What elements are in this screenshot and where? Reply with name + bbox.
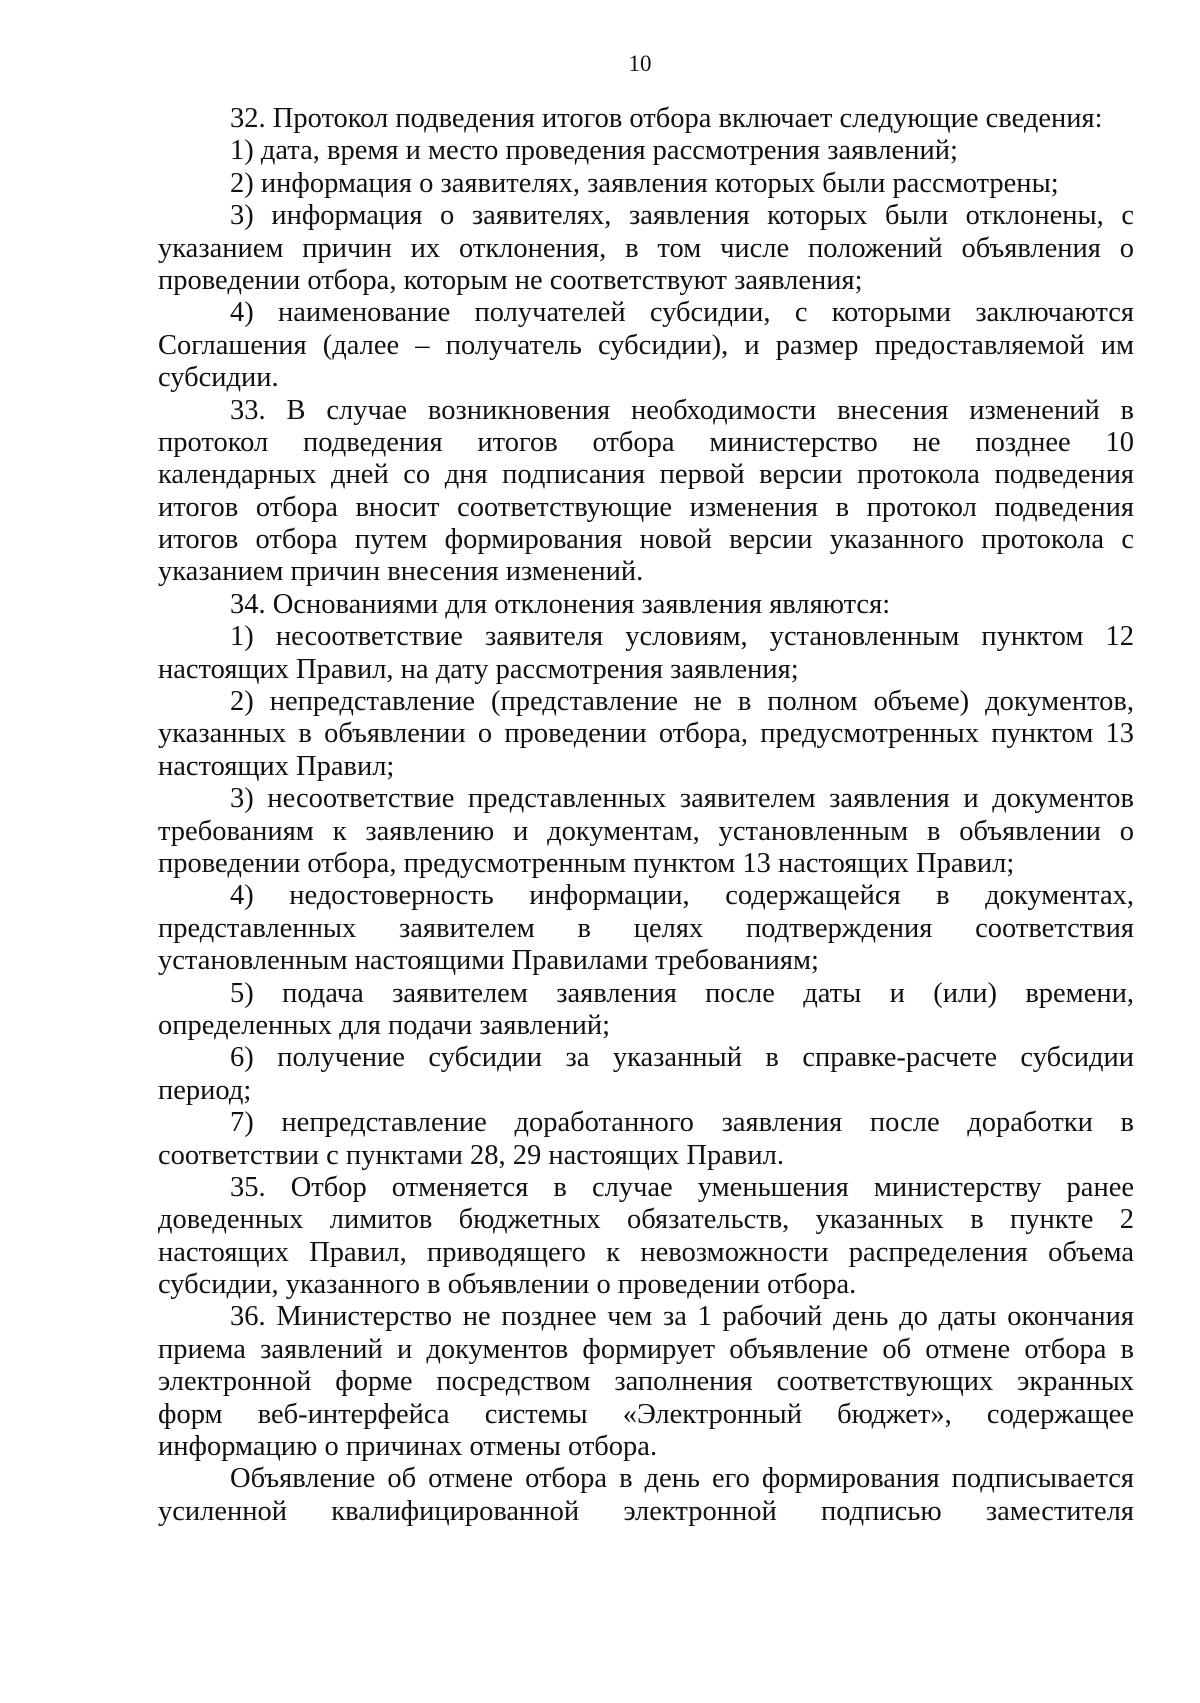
text-line: 4) наименование получателей субсидии, с которыми заключаются bbox=[230, 297, 1134, 329]
text-line: период; bbox=[158, 1074, 252, 1106]
text-line: 33. В случае возникновения необходимости внесения изменений в bbox=[230, 394, 1134, 426]
paragraph bbox=[158, 135, 1134, 167]
paragraph bbox=[158, 395, 1134, 589]
text-line: настоящих Правил, на дату рассмотрения заявления; bbox=[158, 653, 799, 685]
text-line: Соглашения (далее – получатель субсидии), и размер предоставляемой им bbox=[158, 329, 1134, 361]
text-line: 34. Основаниями для отклонения заявления являются: bbox=[230, 588, 891, 620]
text-line: настоящих Правил; bbox=[158, 750, 395, 782]
text-line: определенных для подачи заявлений; bbox=[158, 1009, 611, 1041]
text-line: требованиям к заявлению и документам, установленным в объявлении о bbox=[158, 815, 1134, 847]
text-line: 36. Министерство не позднее чем за 1 рабочий день до даты окончания bbox=[230, 1301, 1134, 1333]
paragraph bbox=[158, 589, 1134, 621]
text-line: 35. Отбор отменяется в случае уменьшения министерству ранее bbox=[230, 1171, 1134, 1203]
text-line: субсидии, указанного в объявлении о проведении отбора. bbox=[158, 1269, 857, 1301]
paragraph bbox=[158, 200, 1134, 297]
text-line: форм веб-интерфейса системы «Электронный бюджет», содержащее bbox=[158, 1398, 1134, 1430]
page-number: 10 bbox=[628, 51, 652, 76]
text-line: календарных дней со дня подписания первой версии протокола подведения bbox=[158, 459, 1134, 491]
paragraph bbox=[158, 621, 1134, 686]
text-line: итогов отбора вносит соответствующие изменения в протокол подведения bbox=[158, 491, 1134, 523]
text-line: усиленной квалифицированной электронной подписью заместителя bbox=[158, 1495, 1134, 1527]
text-line: 4) недостоверность информации, содержащейся в документах, bbox=[230, 880, 1134, 912]
text-line: настоящих Правил, приводящего к невозможности распределения объема bbox=[158, 1236, 1134, 1268]
paragraph bbox=[158, 686, 1134, 783]
document-body bbox=[158, 103, 1134, 1528]
paragraph bbox=[158, 1042, 1134, 1107]
text-line: доведенных лимитов бюджетных обязательств, указанных в пункте 2 bbox=[158, 1204, 1134, 1236]
text-line: приема заявлений и документов формирует объявление об отмене отбора в bbox=[158, 1333, 1134, 1365]
text-line: проведении отбора, предусмотренным пунктом 13 настоящих Правил; bbox=[158, 847, 1015, 879]
text-line: 32. Протокол подведения итогов отбора включает следующие сведения: bbox=[230, 103, 1103, 134]
text-line: проведении отбора, которым не соответствуют заявления; bbox=[158, 264, 863, 296]
text-line: 7) непредставление доработанного заявления после доработки в bbox=[230, 1107, 1134, 1139]
text-line: 3) несоответствие представленных заявителем заявления и документов bbox=[230, 783, 1134, 815]
text-line: электронной форме посредством заполнения соответствующих экранных bbox=[158, 1366, 1134, 1398]
paragraph bbox=[158, 783, 1134, 880]
paragraph bbox=[158, 1107, 1134, 1172]
text-line: представленных заявителем в целях подтверждения соответствия bbox=[158, 912, 1134, 944]
text-line: 5) подача заявителем заявления после даты и (или) времени, bbox=[230, 977, 1134, 1009]
text-line: итогов отбора путем формирования новой версии указанного протокола с bbox=[158, 524, 1134, 556]
paragraph bbox=[158, 1463, 1134, 1528]
text-line: 6) получение субсидии за указанный в справке-расчете субсидии bbox=[230, 1042, 1134, 1074]
text-line: 2) непредставление (представление не в полном объеме) документов, bbox=[230, 686, 1134, 718]
text-line: протокол подведения итогов отбора министерство не позднее 10 bbox=[158, 426, 1134, 458]
text-line: Объявление об отмене отбора в день его формирования подписывается bbox=[230, 1463, 1134, 1495]
text-line: информацию о причинах отмены отбора. bbox=[158, 1431, 658, 1463]
text-line: 1) несоответствие заявителя условиям, установленным пунктом 12 bbox=[230, 621, 1134, 653]
text-line: 1) дата, время и место проведения рассмотрения заявлений; bbox=[230, 135, 958, 167]
paragraph bbox=[158, 978, 1134, 1043]
text-line: 3) информация о заявителях, заявления которых были отклонены, с bbox=[230, 200, 1134, 232]
text-line: соответствии с пунктами 28, 29 настоящих Правил. bbox=[158, 1139, 784, 1171]
text-line: 2) информация о заявителях, заявления которых были рассмотрены; bbox=[230, 167, 1059, 199]
text-line: указанных в объявлении о проведении отбора, предусмотренных пунктом 13 bbox=[158, 718, 1134, 750]
text-line: установленным настоящими Правилами требованиям; bbox=[158, 945, 819, 977]
text-line: субсидии. bbox=[158, 362, 279, 394]
paragraph bbox=[158, 297, 1134, 394]
paragraph bbox=[158, 1172, 1134, 1302]
text-line: указанием причин их отклонения, в том числе положений объявления о bbox=[158, 232, 1134, 264]
paragraph bbox=[158, 1301, 1134, 1463]
paragraph bbox=[158, 103, 1134, 135]
paragraph bbox=[158, 880, 1134, 977]
text-line: указанием причин внесения изменений. bbox=[158, 556, 644, 588]
paragraph bbox=[158, 168, 1134, 200]
